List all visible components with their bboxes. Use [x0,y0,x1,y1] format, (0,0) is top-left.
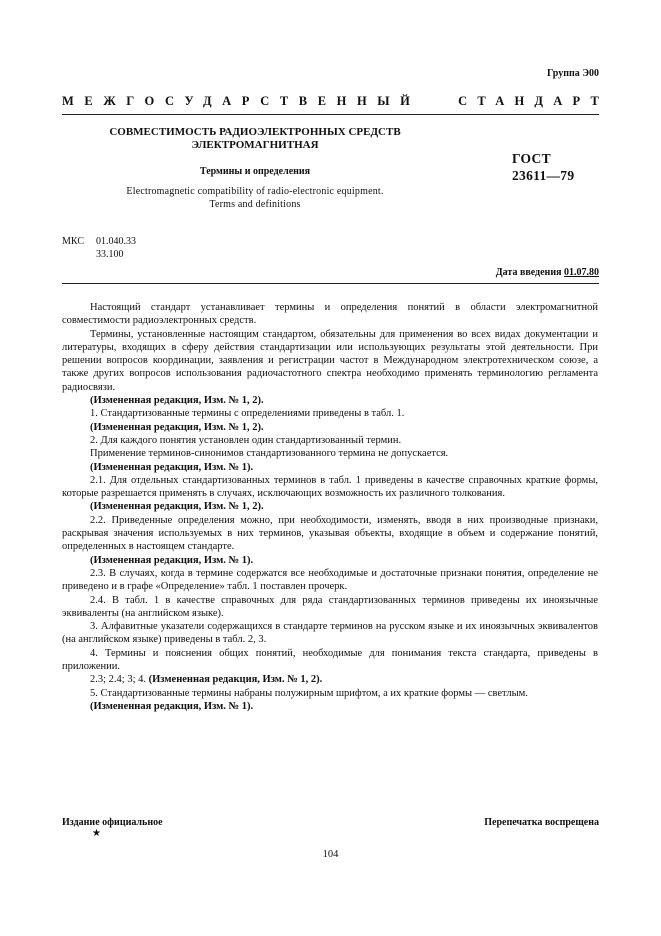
paragraph: 4. Термины и пояснения общих понятий, необходимые для понимания текста стандарта, приведены в приложении. [62,647,598,673]
amendment-note: (Измененная редакция, Изм. № 1, 2). [148,674,323,686]
amendment-note: (Измененная редакция, Изм. № 1, 2). [90,421,264,433]
document-subtitle: Термины и определения [199,166,311,177]
amendment-note: (Измененная редакция, Изм. № 1, 2). [90,501,264,513]
effective-date [496,267,599,278]
paragraph: Термины, установленные настоящим стандартом, обязательны для применения во всех видах документации и литературы, входящих в сферу действия стандартизации или использующих результаты этой деятельности. При решении вопросов координации, заявления и регистрации частот в Международном электротехническом союзе, а также других вопросов использования радиочастотного спектра необходимо применять терминологию регламента радиосвязи. [62,328,598,393]
banner-left: МЕЖГОСУДАРСТВЕННЫЙ [62,94,421,108]
mks-code-1: 01.040.33 [96,236,136,247]
date-divider [62,283,599,284]
paragraph-prefix: 2.3; 2.4; 3; 4. [90,674,147,686]
paragraph: 5. Стандартизованные термины набраны полужирным шрифтом, а их краткие формы — светлым. [90,687,528,699]
paragraph: 1. Стандартизованные термины с определениями приведены в табл. 1. [90,408,405,420]
paragraph: 3. Алфавитные указатели содержащихся в стандарте терминов на русском языке и их иноязычных эквивалентов (на английском языке) приведены в табл. 2, 3. [62,621,598,646]
gost-number: 23611—79 [512,168,575,183]
amendment-note: (Измененная редакция, Изм. № 1). [90,700,254,712]
date-value: 01.07.80 [564,267,599,278]
document-body [62,301,598,713]
paragraph: Применение терминов-синонимов стандартизованного термина не допускается. [90,448,449,460]
paragraph [90,673,598,686]
mks-label: МКС [62,236,84,247]
mks-codes [62,235,136,260]
title-line-2: ЭЛЕКТРОМАГНИТНАЯ [191,139,319,151]
paragraph: 2.2. Приведенные определения можно, при необходимости, изменять, вводя в них производные признаки, раскрывая значения используемых в них терминов, указывая объекты, входящие в объем и содержание понятий, определенных в настоящем стандарте. [62,514,598,553]
group-label: Группа Э00 [547,68,599,79]
standard-banner [62,94,609,109]
title-line-1: СОВМЕСТИМОСТЬ РАДИОЭЛЕКТРОННЫХ СРЕДСТВ [109,126,401,138]
paragraph: 2.1. Для отдельных стандартизованных терминов в табл. 1 приведены в качестве справочных краткие формы, которые разрешается применять в случаях, исключающих возможность их различного толкования. [62,474,598,500]
amendment-note: (Измененная редакция, Изм. № 1). [90,461,254,473]
paragraph: 2.4. В табл. 1 в качестве справочных для ряда стандартизованных терминов приведены их иноязычные эквиваленты (на английском языке). [62,594,598,619]
mks-code-2: 33.100 [96,249,124,260]
english-title-line-2: Terms and definitions [209,199,301,210]
official-edition-label: Издание официальное [62,817,163,828]
paragraph: 2.3. В случаях, когда в термине содержатся все необходимые и достаточные признаки понятия, определение не приведено и в графе «Определение» табл. 1 поставлен прочерк. [62,567,598,593]
gost-label: ГОСТ [512,151,551,166]
gost-designation [512,150,574,184]
date-label: Дата введения [495,267,562,278]
paragraph: Настоящий стандарт устанавливает термины и определения понятий в области электромагнитной совместимости радиоэлектронных средств. [62,302,598,327]
reprint-prohibited-label: Перепечатка воспрещена [484,817,599,828]
english-title-line-1: Electromagnetic compatibility of radio-electronic equipment. [126,186,384,197]
star-icon: ★ [92,828,101,839]
document-title [80,126,430,152]
paragraph: 2. Для каждого понятия установлен один стандартизованный термин. [90,434,402,446]
amendment-note: (Измененная редакция, Изм. № 1). [90,554,254,566]
amendment-note: (Измененная редакция, Изм. № 1, 2). [90,395,264,407]
english-title [80,185,430,211]
top-divider [62,114,599,115]
banner-right: СТАНДАРТ [458,94,609,108]
page-number: 104 [322,849,339,860]
